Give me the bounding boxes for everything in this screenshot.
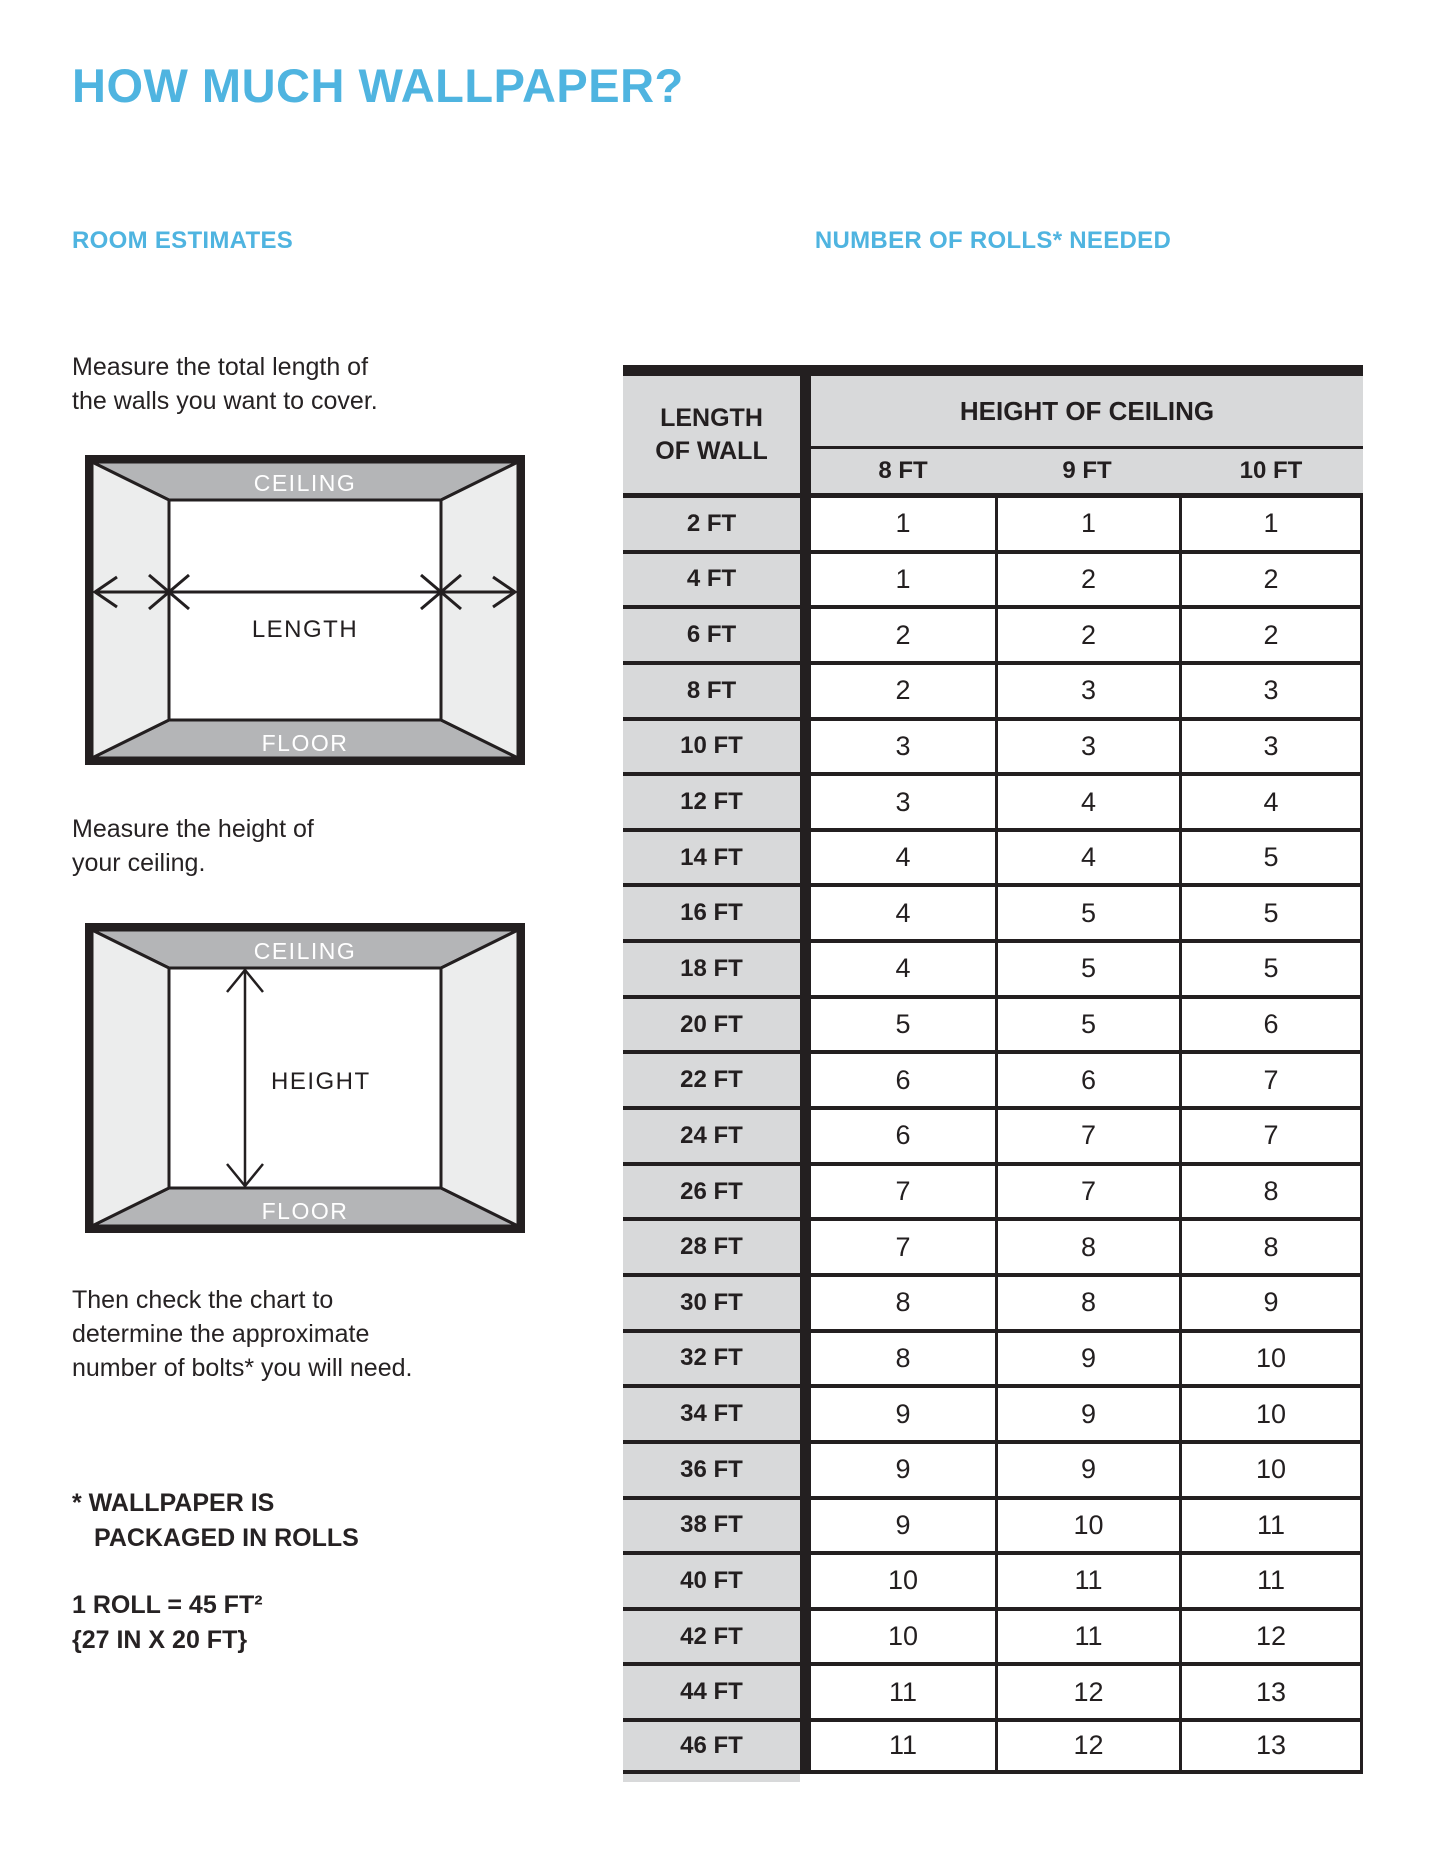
table-row-label: 8 FT xyxy=(623,661,800,717)
table-row-label: 26 FT xyxy=(623,1162,800,1218)
table-cell: 6 xyxy=(1179,995,1363,1051)
right-wall-panel xyxy=(441,462,518,758)
table-cell: 1 xyxy=(1179,494,1363,550)
text-line: LENGTH xyxy=(660,403,763,432)
table-cell: 9 xyxy=(995,1384,1179,1440)
table-cell: 2 xyxy=(811,605,995,661)
table-cell: 8 xyxy=(811,1273,995,1329)
column-header-8ft: 8 FT xyxy=(811,449,995,494)
table-cell: 4 xyxy=(1179,772,1363,828)
table-row-label: 28 FT xyxy=(623,1217,800,1273)
table-cell: 13 xyxy=(1179,1662,1363,1718)
table-cell: 5 xyxy=(1179,883,1363,939)
table-cell: 3 xyxy=(1179,717,1363,773)
table-row-label: 10 FT xyxy=(623,717,800,773)
table-row-label: 18 FT xyxy=(623,939,800,995)
table-cell: 10 xyxy=(811,1607,995,1663)
table-cell: 9 xyxy=(811,1440,995,1496)
table-cell: 6 xyxy=(995,1050,1179,1106)
back-wall-panel xyxy=(169,500,441,720)
text-line: * WALLPAPER IS xyxy=(72,1489,275,1517)
table-cell: 7 xyxy=(811,1217,995,1273)
table-cell: 8 xyxy=(1179,1162,1363,1218)
table-cell: 2 xyxy=(995,550,1179,606)
table-cell: 5 xyxy=(995,995,1179,1051)
table-cell: 1 xyxy=(811,494,995,550)
table-cell: 4 xyxy=(995,772,1179,828)
table-cell: 13 xyxy=(1179,1718,1363,1774)
text-line: 1 ROLL = 45 FT² xyxy=(72,1591,263,1619)
text-line: determine the approximate xyxy=(72,1320,370,1348)
table-cell: 3 xyxy=(995,661,1179,717)
text-line: the walls you want to cover. xyxy=(72,387,378,415)
table-row-label: 36 FT xyxy=(623,1440,800,1496)
table-cell: 7 xyxy=(1179,1106,1363,1162)
check-chart-paragraph xyxy=(72,1283,412,1385)
text-line: Measure the total length of xyxy=(72,353,369,381)
table-cell: 4 xyxy=(811,883,995,939)
table-cell: 5 xyxy=(811,995,995,1051)
table-row-label: 30 FT xyxy=(623,1273,800,1329)
table-cell: 4 xyxy=(811,939,995,995)
table-cell: 9 xyxy=(995,1440,1179,1496)
table-row-label: 38 FT xyxy=(623,1496,800,1552)
height-of-ceiling-header: HEIGHT OF CEILING xyxy=(811,376,1363,449)
ceiling-label: CEILING xyxy=(253,470,357,496)
table-cell: 11 xyxy=(995,1607,1179,1663)
text-line: Measure the height of xyxy=(72,815,314,843)
table-row-label: 22 FT xyxy=(623,1050,800,1106)
table-cell: 5 xyxy=(995,939,1179,995)
table-cell: 8 xyxy=(1179,1217,1363,1273)
table-cell: 3 xyxy=(995,717,1179,773)
table-cell: 7 xyxy=(995,1106,1179,1162)
table-top-border xyxy=(623,365,1363,376)
table-footer-stub xyxy=(623,1774,800,1782)
table-cell: 2 xyxy=(811,661,995,717)
table-cell: 10 xyxy=(995,1496,1179,1552)
roll-size-info xyxy=(72,1588,263,1658)
table-cell: 6 xyxy=(811,1106,995,1162)
table-row-label: 40 FT xyxy=(623,1551,800,1607)
floor-label: FLOOR xyxy=(261,730,349,756)
table-row-label: 24 FT xyxy=(623,1106,800,1162)
table-cell: 12 xyxy=(995,1662,1179,1718)
table-row-label: 6 FT xyxy=(623,605,800,661)
table-cell: 12 xyxy=(1179,1607,1363,1663)
table-cell: 11 xyxy=(1179,1551,1363,1607)
table-cell: 5 xyxy=(1179,828,1363,884)
table-cell: 9 xyxy=(811,1384,995,1440)
table-cell: 2 xyxy=(1179,550,1363,606)
table-cell: 10 xyxy=(1179,1384,1363,1440)
table-row-label: 32 FT xyxy=(623,1329,800,1385)
table-cell: 3 xyxy=(811,717,995,773)
measure-length-paragraph xyxy=(72,350,378,418)
rolls-needed-heading: NUMBER OF ROLLS* NEEDED xyxy=(814,227,1172,254)
height-dimension-label: HEIGHT xyxy=(271,1068,371,1095)
table-cell: 7 xyxy=(1179,1050,1363,1106)
table-cell: 11 xyxy=(811,1718,995,1774)
table-row-label: 20 FT xyxy=(623,995,800,1051)
text-line: number of bolts* you will need. xyxy=(72,1354,413,1382)
table-cell: 3 xyxy=(1179,661,1363,717)
table-cell: 1 xyxy=(811,550,995,606)
wallpaper-rolls-footnote xyxy=(72,1486,359,1556)
left-wall-panel xyxy=(92,930,169,1226)
ceiling-label: CEILING xyxy=(253,938,357,964)
table-cell: 11 xyxy=(995,1551,1179,1607)
table-row-label: 12 FT xyxy=(623,772,800,828)
length-of-wall-header xyxy=(623,376,800,494)
table-cell: 1 xyxy=(995,494,1179,550)
table-cell: 7 xyxy=(995,1162,1179,1218)
table-row-label: 42 FT xyxy=(623,1607,800,1663)
table-cell: 7 xyxy=(811,1162,995,1218)
table-cell: 8 xyxy=(811,1329,995,1385)
table-row-label: 14 FT xyxy=(623,828,800,884)
table-cell: 8 xyxy=(995,1217,1179,1273)
table-row-label: 46 FT xyxy=(623,1718,800,1774)
column-header-10ft: 10 FT xyxy=(1179,449,1363,494)
table-cell: 10 xyxy=(1179,1440,1363,1496)
room-height-diagram xyxy=(85,923,525,1233)
table-cell: 11 xyxy=(811,1662,995,1718)
length-dimension-label: LENGTH xyxy=(251,616,359,643)
table-cell: 9 xyxy=(995,1329,1179,1385)
table-cell: 6 xyxy=(811,1050,995,1106)
text-line: {27 IN X 20 FT} xyxy=(72,1626,248,1654)
table-cell: 12 xyxy=(995,1718,1179,1774)
table-cell: 8 xyxy=(995,1273,1179,1329)
table-cell: 5 xyxy=(995,883,1179,939)
table-cell: 4 xyxy=(811,828,995,884)
table-row-label: 2 FT xyxy=(623,494,800,550)
table-cell: 5 xyxy=(1179,939,1363,995)
column-header-9ft: 9 FT xyxy=(995,449,1179,494)
table-row-label: 4 FT xyxy=(623,550,800,606)
table-cell: 3 xyxy=(811,772,995,828)
table-cell: 10 xyxy=(1179,1329,1363,1385)
measure-height-paragraph xyxy=(72,812,314,880)
table-cell: 10 xyxy=(811,1551,995,1607)
right-wall-panel xyxy=(441,930,518,1226)
table-cell: 11 xyxy=(1179,1496,1363,1552)
rolls-table xyxy=(623,365,1363,1782)
table-cell: 9 xyxy=(811,1496,995,1552)
table-row-label: 44 FT xyxy=(623,1662,800,1718)
text-line: PACKAGED IN ROLLS xyxy=(94,1524,359,1552)
room-estimates-heading: ROOM ESTIMATES xyxy=(72,227,294,254)
table-cell: 2 xyxy=(995,605,1179,661)
text-line: Then check the chart to xyxy=(72,1286,334,1314)
text-line: your ceiling. xyxy=(72,849,206,877)
text-line: OF WALL xyxy=(655,436,768,465)
table-row-label: 16 FT xyxy=(623,883,800,939)
table-cell: 2 xyxy=(1179,605,1363,661)
table-vertical-divider xyxy=(800,376,811,1774)
page-title: HOW MUCH WALLPAPER? xyxy=(72,59,684,112)
left-wall-panel xyxy=(92,462,169,758)
table-cell: 9 xyxy=(1179,1273,1363,1329)
table-cell: 4 xyxy=(995,828,1179,884)
room-length-diagram xyxy=(85,455,525,765)
table-row-label: 34 FT xyxy=(623,1384,800,1440)
floor-label: FLOOR xyxy=(261,1198,349,1224)
